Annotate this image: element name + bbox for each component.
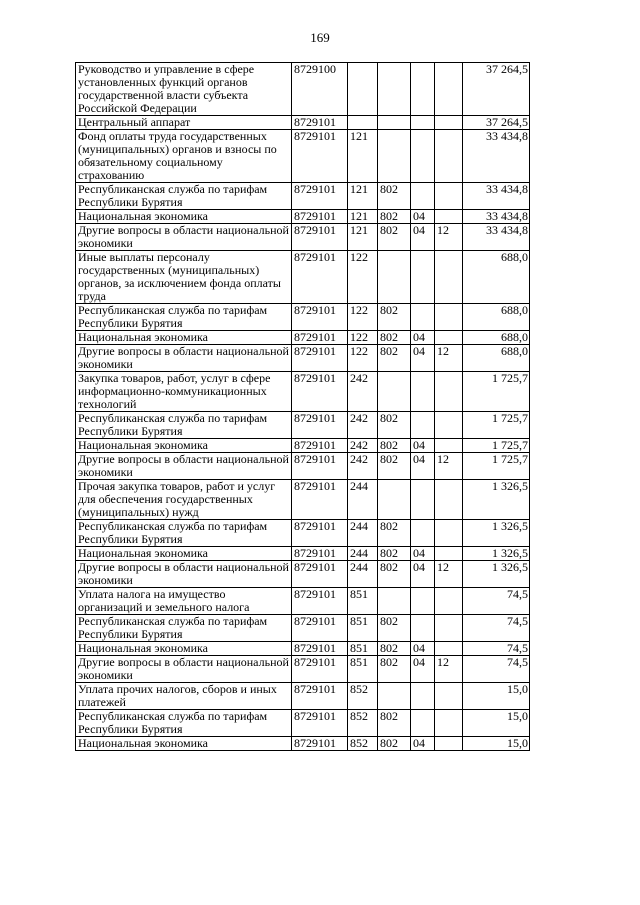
row-section-cell: 04 bbox=[411, 453, 435, 480]
row-subsection-cell bbox=[435, 183, 463, 210]
row-target-code-cell: 8729101 bbox=[292, 561, 348, 588]
row-administrator-cell bbox=[378, 683, 411, 710]
row-section-cell bbox=[411, 304, 435, 331]
row-amount-cell: 688,0 bbox=[463, 345, 530, 372]
table-row bbox=[76, 683, 530, 710]
row-name-cell: Уплата прочих налогов, сборов и иных платежей bbox=[76, 683, 292, 710]
row-subsection-cell: 12 bbox=[435, 656, 463, 683]
row-target-code-cell: 8729101 bbox=[292, 480, 348, 520]
row-subsection-cell bbox=[435, 63, 463, 116]
row-amount-cell: 37 264,5 bbox=[463, 63, 530, 116]
row-subsection-cell bbox=[435, 412, 463, 439]
row-name-cell: Иные выплаты персоналу государственных (муниципальных) органов, за исключением фонда оплаты труда bbox=[76, 251, 292, 304]
row-target-code-cell: 8729101 bbox=[292, 710, 348, 737]
row-amount-cell: 37 264,5 bbox=[463, 116, 530, 130]
row-section-cell bbox=[411, 183, 435, 210]
table-row bbox=[76, 372, 530, 412]
table-row bbox=[76, 439, 530, 453]
row-subsection-cell bbox=[435, 642, 463, 656]
table-row bbox=[76, 588, 530, 615]
table-row bbox=[76, 210, 530, 224]
row-target-code-cell: 8729101 bbox=[292, 372, 348, 412]
row-target-code-cell: 8729101 bbox=[292, 224, 348, 251]
row-expense-type-cell: 122 bbox=[348, 251, 378, 304]
table-row bbox=[76, 412, 530, 439]
row-administrator-cell: 802 bbox=[378, 710, 411, 737]
row-section-cell bbox=[411, 710, 435, 737]
row-section-cell: 04 bbox=[411, 547, 435, 561]
row-subsection-cell bbox=[435, 615, 463, 642]
row-section-cell bbox=[411, 683, 435, 710]
row-section-cell: 04 bbox=[411, 439, 435, 453]
row-administrator-cell bbox=[378, 372, 411, 412]
row-administrator-cell: 802 bbox=[378, 561, 411, 588]
row-expense-type-cell: 121 bbox=[348, 224, 378, 251]
row-section-cell bbox=[411, 251, 435, 304]
row-administrator-cell bbox=[378, 63, 411, 116]
table-row bbox=[76, 561, 530, 588]
row-section-cell bbox=[411, 63, 435, 116]
row-section-cell: 04 bbox=[411, 210, 435, 224]
table-row bbox=[76, 183, 530, 210]
row-name-cell: Национальная экономика bbox=[76, 439, 292, 453]
row-expense-type-cell: 244 bbox=[348, 561, 378, 588]
row-administrator-cell bbox=[378, 480, 411, 520]
row-target-code-cell: 8729101 bbox=[292, 116, 348, 130]
row-expense-type-cell: 122 bbox=[348, 304, 378, 331]
table-row bbox=[76, 304, 530, 331]
budget-table bbox=[75, 62, 530, 751]
row-expense-type-cell: 851 bbox=[348, 588, 378, 615]
row-subsection-cell: 12 bbox=[435, 224, 463, 251]
row-section-cell: 04 bbox=[411, 331, 435, 345]
row-section-cell bbox=[411, 412, 435, 439]
row-section-cell: 04 bbox=[411, 561, 435, 588]
page-number: 169 bbox=[310, 30, 330, 45]
row-expense-type-cell: 121 bbox=[348, 183, 378, 210]
row-target-code-cell: 8729101 bbox=[292, 547, 348, 561]
row-administrator-cell: 802 bbox=[378, 520, 411, 547]
table-row bbox=[76, 251, 530, 304]
row-target-code-cell: 8729101 bbox=[292, 439, 348, 453]
row-subsection-cell: 12 bbox=[435, 345, 463, 372]
row-subsection-cell bbox=[435, 683, 463, 710]
row-administrator-cell: 802 bbox=[378, 656, 411, 683]
row-name-cell: Национальная экономика bbox=[76, 642, 292, 656]
row-amount-cell: 1 725,7 bbox=[463, 412, 530, 439]
row-target-code-cell: 8729101 bbox=[292, 251, 348, 304]
row-expense-type-cell: 852 bbox=[348, 683, 378, 710]
row-administrator-cell: 802 bbox=[378, 737, 411, 751]
row-expense-type-cell: 852 bbox=[348, 710, 378, 737]
row-subsection-cell bbox=[435, 331, 463, 345]
row-administrator-cell bbox=[378, 130, 411, 183]
row-section-cell: 04 bbox=[411, 224, 435, 251]
row-target-code-cell: 8729101 bbox=[292, 331, 348, 345]
row-section-cell bbox=[411, 520, 435, 547]
row-administrator-cell: 802 bbox=[378, 453, 411, 480]
table-row bbox=[76, 615, 530, 642]
row-subsection-cell bbox=[435, 737, 463, 751]
row-expense-type-cell: 242 bbox=[348, 412, 378, 439]
row-administrator-cell: 802 bbox=[378, 331, 411, 345]
row-section-cell: 04 bbox=[411, 737, 435, 751]
row-name-cell: Национальная экономика bbox=[76, 737, 292, 751]
row-subsection-cell bbox=[435, 710, 463, 737]
row-target-code-cell: 8729101 bbox=[292, 683, 348, 710]
row-section-cell bbox=[411, 116, 435, 130]
row-amount-cell: 688,0 bbox=[463, 304, 530, 331]
row-subsection-cell: 12 bbox=[435, 453, 463, 480]
row-expense-type-cell: 244 bbox=[348, 480, 378, 520]
row-administrator-cell: 802 bbox=[378, 210, 411, 224]
row-section-cell bbox=[411, 372, 435, 412]
row-name-cell: Республиканская служба по тарифам Республики Бурятия bbox=[76, 304, 292, 331]
row-section-cell bbox=[411, 130, 435, 183]
table-row bbox=[76, 520, 530, 547]
row-target-code-cell: 8729100 bbox=[292, 63, 348, 116]
row-expense-type-cell: 244 bbox=[348, 547, 378, 561]
row-expense-type-cell: 242 bbox=[348, 372, 378, 412]
row-expense-type-cell: 122 bbox=[348, 345, 378, 372]
row-expense-type-cell bbox=[348, 116, 378, 130]
row-amount-cell: 15,0 bbox=[463, 737, 530, 751]
row-amount-cell: 15,0 bbox=[463, 710, 530, 737]
row-administrator-cell: 802 bbox=[378, 224, 411, 251]
row-name-cell: Фонд оплаты труда государственных (муниципальных) органов и взносы по обязательному социальному страхованию bbox=[76, 130, 292, 183]
table-row bbox=[76, 710, 530, 737]
row-section-cell: 04 bbox=[411, 345, 435, 372]
row-subsection-cell bbox=[435, 130, 463, 183]
row-amount-cell: 74,5 bbox=[463, 656, 530, 683]
row-section-cell bbox=[411, 480, 435, 520]
row-administrator-cell: 802 bbox=[378, 183, 411, 210]
row-amount-cell: 688,0 bbox=[463, 331, 530, 345]
row-amount-cell: 33 434,8 bbox=[463, 224, 530, 251]
row-subsection-cell bbox=[435, 439, 463, 453]
row-administrator-cell: 802 bbox=[378, 412, 411, 439]
row-administrator-cell: 802 bbox=[378, 615, 411, 642]
row-administrator-cell: 802 bbox=[378, 345, 411, 372]
row-subsection-cell bbox=[435, 547, 463, 561]
row-amount-cell: 74,5 bbox=[463, 588, 530, 615]
row-subsection-cell bbox=[435, 588, 463, 615]
row-target-code-cell: 8729101 bbox=[292, 183, 348, 210]
row-target-code-cell: 8729101 bbox=[292, 412, 348, 439]
table-row bbox=[76, 480, 530, 520]
row-target-code-cell: 8729101 bbox=[292, 588, 348, 615]
table-row bbox=[76, 331, 530, 345]
row-subsection-cell bbox=[435, 116, 463, 130]
row-expense-type-cell: 242 bbox=[348, 439, 378, 453]
table-row bbox=[76, 130, 530, 183]
row-target-code-cell: 8729101 bbox=[292, 737, 348, 751]
table-row bbox=[76, 453, 530, 480]
row-section-cell bbox=[411, 588, 435, 615]
row-amount-cell: 1 326,5 bbox=[463, 561, 530, 588]
row-subsection-cell bbox=[435, 480, 463, 520]
row-subsection-cell bbox=[435, 520, 463, 547]
row-expense-type-cell: 121 bbox=[348, 130, 378, 183]
row-name-cell: Уплата налога на имущество организаций и земельного налога bbox=[76, 588, 292, 615]
row-administrator-cell: 802 bbox=[378, 642, 411, 656]
row-expense-type-cell: 242 bbox=[348, 453, 378, 480]
row-amount-cell: 688,0 bbox=[463, 251, 530, 304]
row-name-cell: Прочая закупка товаров, работ и услуг для обеспечения государственных (муниципальных) нужд bbox=[76, 480, 292, 520]
row-subsection-cell bbox=[435, 210, 463, 224]
row-expense-type-cell: 244 bbox=[348, 520, 378, 547]
row-amount-cell: 15,0 bbox=[463, 683, 530, 710]
row-section-cell: 04 bbox=[411, 642, 435, 656]
row-administrator-cell: 802 bbox=[378, 439, 411, 453]
row-name-cell: Другие вопросы в области национальной экономики bbox=[76, 345, 292, 372]
table-row bbox=[76, 345, 530, 372]
row-name-cell: Национальная экономика bbox=[76, 210, 292, 224]
row-administrator-cell bbox=[378, 251, 411, 304]
row-administrator-cell: 802 bbox=[378, 304, 411, 331]
row-expense-type-cell: 122 bbox=[348, 331, 378, 345]
row-amount-cell: 1 725,7 bbox=[463, 453, 530, 480]
row-name-cell: Республиканская служба по тарифам Республики Бурятия bbox=[76, 710, 292, 737]
row-amount-cell: 74,5 bbox=[463, 615, 530, 642]
row-amount-cell: 1 326,5 bbox=[463, 520, 530, 547]
table-row bbox=[76, 63, 530, 116]
row-amount-cell: 33 434,8 bbox=[463, 183, 530, 210]
row-name-cell: Национальная экономика bbox=[76, 547, 292, 561]
row-section-cell: 04 bbox=[411, 656, 435, 683]
row-target-code-cell: 8729101 bbox=[292, 130, 348, 183]
row-name-cell: Республиканская служба по тарифам Республики Бурятия bbox=[76, 412, 292, 439]
row-amount-cell: 1 725,7 bbox=[463, 439, 530, 453]
table-row bbox=[76, 642, 530, 656]
row-target-code-cell: 8729101 bbox=[292, 520, 348, 547]
row-administrator-cell: 802 bbox=[378, 547, 411, 561]
row-amount-cell: 1 725,7 bbox=[463, 372, 530, 412]
row-name-cell: Центральный аппарат bbox=[76, 116, 292, 130]
row-name-cell: Республиканская служба по тарифам Республики Бурятия bbox=[76, 615, 292, 642]
row-name-cell: Национальная экономика bbox=[76, 331, 292, 345]
row-administrator-cell bbox=[378, 588, 411, 615]
row-expense-type-cell: 852 bbox=[348, 737, 378, 751]
budget-table-body bbox=[76, 63, 530, 751]
row-name-cell: Другие вопросы в области национальной экономики bbox=[76, 656, 292, 683]
row-name-cell: Другие вопросы в области национальной экономики bbox=[76, 561, 292, 588]
row-expense-type-cell: 851 bbox=[348, 615, 378, 642]
row-amount-cell: 74,5 bbox=[463, 642, 530, 656]
row-name-cell: Закупка товаров, работ, услуг в сфере информационно-коммуникационных технологий bbox=[76, 372, 292, 412]
row-subsection-cell bbox=[435, 251, 463, 304]
row-name-cell: Другие вопросы в области национальной экономики bbox=[76, 224, 292, 251]
row-name-cell: Республиканская служба по тарифам Республики Бурятия bbox=[76, 183, 292, 210]
row-target-code-cell: 8729101 bbox=[292, 345, 348, 372]
row-name-cell: Руководство и управление в сфере установленных функций органов государственной власти субъекта Российской Федерации bbox=[76, 63, 292, 116]
row-expense-type-cell: 851 bbox=[348, 656, 378, 683]
row-subsection-cell bbox=[435, 304, 463, 331]
row-amount-cell: 33 434,8 bbox=[463, 210, 530, 224]
row-amount-cell: 1 326,5 bbox=[463, 480, 530, 520]
row-expense-type-cell: 851 bbox=[348, 642, 378, 656]
row-subsection-cell bbox=[435, 372, 463, 412]
row-target-code-cell: 8729101 bbox=[292, 615, 348, 642]
row-name-cell: Другие вопросы в области национальной экономики bbox=[76, 453, 292, 480]
table-row bbox=[76, 224, 530, 251]
table-row bbox=[76, 547, 530, 561]
row-target-code-cell: 8729101 bbox=[292, 210, 348, 224]
row-amount-cell: 33 434,8 bbox=[463, 130, 530, 183]
row-target-code-cell: 8729101 bbox=[292, 656, 348, 683]
row-expense-type-cell bbox=[348, 63, 378, 116]
row-name-cell: Республиканская служба по тарифам Республики Бурятия bbox=[76, 520, 292, 547]
row-expense-type-cell: 121 bbox=[348, 210, 378, 224]
row-subsection-cell: 12 bbox=[435, 561, 463, 588]
row-target-code-cell: 8729101 bbox=[292, 304, 348, 331]
table-row bbox=[76, 656, 530, 683]
row-target-code-cell: 8729101 bbox=[292, 642, 348, 656]
table-row bbox=[76, 737, 530, 751]
table-row bbox=[76, 116, 530, 130]
row-amount-cell: 1 326,5 bbox=[463, 547, 530, 561]
row-administrator-cell bbox=[378, 116, 411, 130]
row-section-cell bbox=[411, 615, 435, 642]
row-target-code-cell: 8729101 bbox=[292, 453, 348, 480]
